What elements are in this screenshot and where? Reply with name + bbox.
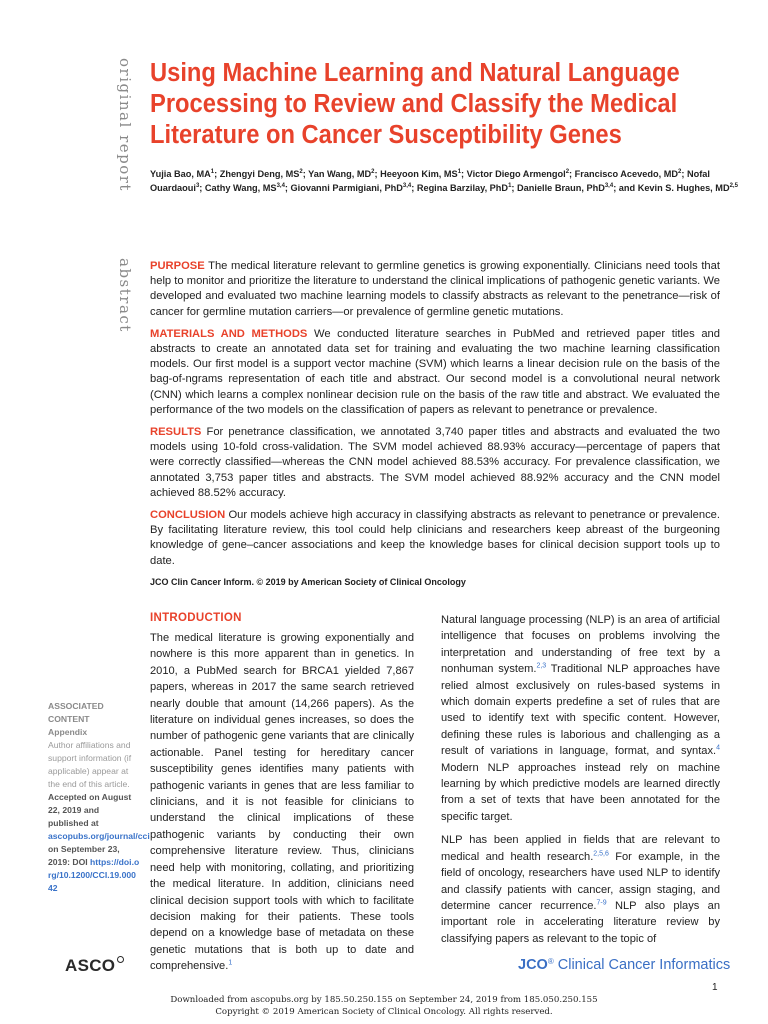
author-affiliation: 3,4 (276, 182, 285, 189)
purpose-text: The medical literature relevant to germline genetics is growing exponentially. Clinicians need tools that help to monitor and prioritize the literature to understand the clinical implications of pathogenic genetic variants. We developed and evaluated two machine learning models to classify abstracts as relevant to the penetrance—risk of cancer for germline mutation carriers—or prevalence of germline genetic mutations. (150, 260, 720, 318)
author-name: Yan Wang, $MD^2$ (308, 168, 375, 179)
nlp-text-f: NLP also plays an important role in accelerating literature review by classifying papers as relevant to the topic of (441, 899, 720, 945)
author-name: Victor Diego Armengol$^2$ (466, 168, 570, 179)
author-name: Giovanni Parmigiani, PhD$^{3,4}$ (290, 182, 412, 193)
nlp-text-d: NLP has been applied in fields that are relevant to medical and health research. (441, 834, 720, 863)
author-name: Regina Barzilay, PhD$^1$ (416, 182, 512, 193)
nlp-text-b: Traditional NLP approaches have relied almost exclusively on rules-based systems in which domain experts predefine a set of rules that are used to identify text with specific content. However, defining these rules is laborious and challenging as a result of variations in language, format, and syntax. (441, 663, 720, 758)
author-affiliation: 2 (371, 168, 375, 175)
abstract-purpose (150, 259, 720, 320)
journal-citation: JCO Clin Cancer Inform. © 2019 by American Society of Clinical Oncology (150, 577, 466, 587)
results-heading: RESULTS (150, 426, 202, 439)
abstract-results (150, 425, 720, 501)
author-name: Kevin S. Hughes, MD$^{2,5}$ (637, 182, 738, 193)
journal-prefix: JCO (518, 957, 548, 973)
author-name: Nofal Ouardaoui$^3$ (150, 169, 710, 193)
author-affiliation: 3 (195, 182, 200, 189)
results-text: For penetrance classification, we annotated 3,740 paper titles and abstracts and evaluated the two models using 10-fold cross-validation. The SVM model achieved 88.93% accuracy—percentage of papers that were correctly classified—whereas the CNN model achieved 88.53% accuracy. For prevalence classification, we annotated 3,753 paper titles and abstracts. The SVM model achieved 88.92% accuracy and the CNN model achieved 88.52% accuracy. (150, 426, 720, 499)
paper-title: Using Machine Learning and Natural Language Processing to Review and Classify the Medical Literature on Cancer Susceptibility Genes (150, 59, 680, 149)
sidebar-header-2: CONTENT (48, 714, 90, 724)
author-name: Heeyoon Kim, $MS^1$ (380, 168, 462, 179)
side-label-original-report: original report (116, 58, 134, 192)
reference-link[interactable]: 4 (716, 744, 720, 752)
author-affiliation: 1 (457, 168, 462, 175)
side-label-abstract: abstract (116, 258, 134, 333)
right-column (441, 612, 720, 954)
journal-title: Clinical Cancer Informatics (557, 957, 731, 973)
reference-link[interactable]: 1 (228, 959, 233, 967)
nlp-text-e: For example, in the field of oncology, researchers have used NLP to identify and classify patients with cancer, assign staging, and determine cancer recurrence. (441, 850, 720, 912)
nlp-text-c: Modern NLP approaches instead rely on machine learning by which predictive models are learned directly from a set of texts that have been annotated for the specific target. (441, 761, 720, 823)
nlp-text-a: Natural language processing (NLP) is an area of artificial intelligence that focuses on problems involving the interpretation and understanding of free text by a nonhuman system. (441, 614, 720, 676)
registered-icon: ® (547, 957, 554, 966)
abstract-methods (150, 327, 720, 418)
abstract (150, 259, 720, 576)
intro-text: The medical literature is growing exponentially and nowhere is this more apparent than in genetics. In 2010, a PubMed search for BRCA1 yielded 7,867 papers, whereas in 2017 the same search retrieved nearly double that amount (14,266 papers). As the literature on individual genes increases, so does the number of pathogenic gene variants that are clinically actionable. Panel testing for hereditary cancer susceptibility genes identifies many patients with pathogenic variants in genes that are less familiar to clinicians, and it is not feasible for clinicians to understand the clinical implications of these pathogenic variants by conducting their own comprehensive literature review. Thus, clinicians need help with monitoring, collating, and prioritizing the medical literature. In addition, clinicians need clinical decision support tools with which to facilitate decision making for their patients. These tools depend on a knowledge base of metadata on these genetic mutations that is both up to date and comprehensive. (150, 632, 414, 973)
author-name: Francisco Acevedo, $MD^2$ (574, 168, 682, 179)
registered-mark-icon (117, 956, 124, 963)
conclusion-heading: CONCLUSION (150, 509, 226, 522)
methods-heading: MATERIALS AND METHODS (150, 327, 308, 340)
asco-logo (65, 956, 124, 976)
purpose-heading: PURPOSE (150, 260, 205, 272)
sidebar-associated-content (48, 700, 150, 895)
page-number: 1 (712, 982, 718, 993)
download-notice: Downloaded from ascopubs.org by 185.50.250.155 on September 24, 2019 from 185.050.250.155 (170, 995, 598, 1005)
author-name: Cathy Wang, MS$^{3,4}$ (204, 182, 285, 193)
nlp-paragraph-2 (441, 832, 720, 947)
author-name: Danielle Braun, PhD$^{3,4}$ (517, 182, 614, 193)
doi-link[interactable]: https://doi.org/10.1200/CCI.19.00042 (48, 857, 140, 893)
author-name: Zhengyi Deng, $MS^2$ (219, 168, 303, 179)
author-affiliation: 3,4 (402, 182, 412, 189)
journal-url-link[interactable]: ascopubs.org/journal/cci (48, 831, 150, 841)
intro-paragraph (150, 630, 414, 975)
copyright-notice: Copyright © 2019 American Society of Clinical Oncology. All rights reserved. (215, 1007, 553, 1017)
conclusion-text: Our models achieve high accuracy in classifying abstracts as relevant to penetrance or prevalence. By facilitating literature review, this tool could help clinicians and researchers keep abreast of the burgeoning knowledge of gene–cancer associations and keep the knowledge bases for clinical decision support tools up to date. (150, 509, 720, 567)
abstract-conclusion (150, 508, 720, 569)
nlp-paragraph-1 (441, 612, 720, 825)
author-affiliation: 2 (565, 168, 570, 175)
author-affiliation: 2,5 (729, 182, 738, 189)
author-affiliation: 2 (299, 168, 303, 175)
sidebar-published (48, 830, 150, 895)
reference-link[interactable]: 2,3 (536, 662, 547, 670)
author-list: Yujia Bao, $MA^1$; Zhengyi Deng, $MS^2$; Yan Wang, $MD^2$; Heeyoon Kim, $MS^1$; Victor Diego Armengol$^2$; Francisco Acevedo, $MD^2$; Nofal Ouardaoui$^3$; Cathy Wang, MS$^{3,4}$; Giovanni Parmigiani, PhD$^{3,4}$; Regina Barzilay, PhD$^1$; Danielle Braun, PhD$^{3,4}$; and Kevin S. Hughes, MD$^{2,5}$ (150, 168, 738, 193)
journal-name (518, 957, 730, 973)
reference-link[interactable]: 2,5,6 (593, 850, 609, 857)
sidebar-published-text: on September 23, 2019: DOI (48, 844, 120, 867)
asco-logo-text: ASCO (65, 956, 116, 975)
sidebar-accepted: Accepted on August 22, 2019 and published at (48, 792, 132, 828)
left-column (150, 630, 414, 982)
author-affiliation: 2 (677, 168, 682, 175)
author-name: Yujia Bao, $MA^1$ (150, 168, 215, 179)
author-affiliation: 1 (508, 182, 512, 189)
sidebar-appendix-text: Author affiliations and support information (if applicable) appear at the end of this article. (48, 740, 132, 789)
sidebar-header-1: ASSOCIATED (48, 701, 104, 711)
introduction-heading: INTRODUCTION (150, 612, 242, 624)
sidebar-appendix[interactable]: Appendix (48, 727, 88, 737)
reference-link[interactable]: 7-9 (596, 899, 607, 907)
methods-text: We conducted literature searches in PubMed and retrieved paper titles and abstracts to create an annotated data set for training and evaluating the two machine learning classification models. Our first model is a support vector machine (SVM) which learns a linear decision rule on the basis of the bag-of-ngrams representation of each title and abstract. Our second model is a convolutional neural network (CNN) which learns a complex nonlinear decision rule on the basis of the raw title and abstract. We evaluated the performance of the two models on the classification of papers as relevant to penetrance or prevalence. (150, 327, 721, 416)
author-affiliation: 3,4 (604, 182, 614, 189)
author-affiliation: 1 (210, 168, 215, 175)
